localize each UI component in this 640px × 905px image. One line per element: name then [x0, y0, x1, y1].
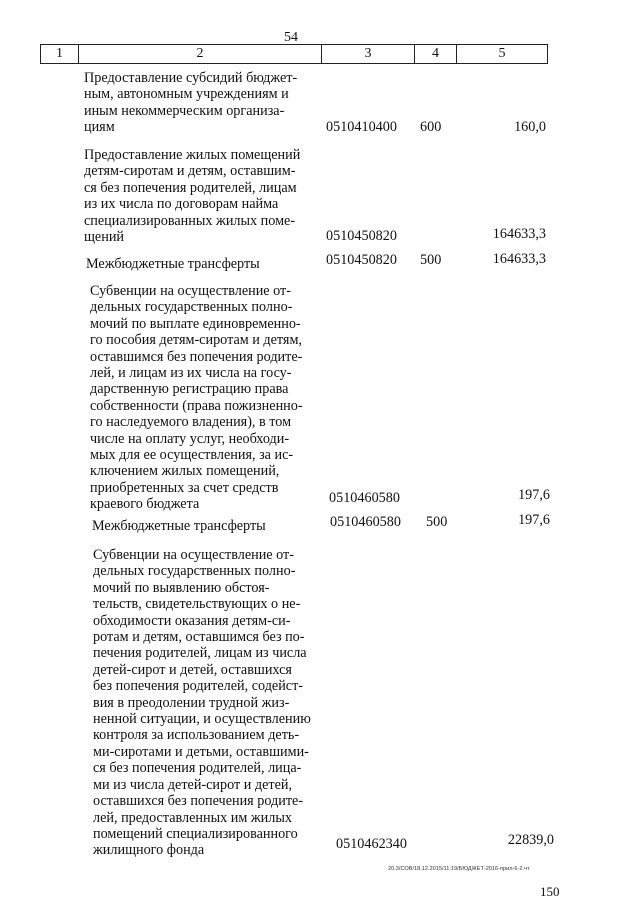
- row-vr: 500: [420, 252, 442, 268]
- row-sum: 197,6: [518, 487, 550, 503]
- row-code: 0510460580: [330, 514, 401, 530]
- row-sum: 164633,3: [492, 226, 546, 242]
- header-col-5: 5: [498, 46, 506, 61]
- row-sum: 197,6: [518, 512, 550, 528]
- row-description: Предоставление субсидий бюджет- ным, автономным учреждениям и иным некоммерческим организа- циям: [84, 70, 298, 136]
- page-number: 54: [284, 30, 298, 45]
- header-col-1: 1: [41, 45, 79, 63]
- row-code: 0510450820: [326, 228, 397, 244]
- row-description: Субвенции на осуществление от- дельных государственных полно- мочий по выявлению обстоя- тельств, свидетельствующих о не- обходимости оказания детям-си- ротам и детям, оставшимся без по- печения родителей, лицам из числа детей-сирот и детей, оставшихся без попечения родителей, содейст- вия в преодолении трудной жиз- ненной ситуации, и осуществлению контроля за использованием деть- ми-сиротами и детьми, оставшими- ся без попечения родителей, лица- ми из числа детей-сирот и детей, оставшихся без попечения родите- лей, предоставленных им жилых помещений специализированного жилищного фонда: [93, 547, 311, 859]
- row-vr: 500: [426, 514, 448, 530]
- row-sum: 22839,0: [507, 832, 554, 848]
- row-description: Межбюджетные трансферты: [86, 256, 260, 272]
- row-sum: 160,0: [514, 119, 546, 135]
- row-vr: 600: [420, 119, 442, 135]
- row-description: Предоставление жилых помещений детям-сиротам и детям, оставшим- ся без попечения родителей, лицам из их числа по договорам найма специализированных жилых поме- щений: [84, 147, 301, 246]
- header-col-2: 2: [79, 45, 322, 63]
- row-sum: 164633,3: [492, 251, 546, 267]
- row-code: 0510450820: [326, 252, 397, 268]
- sheet-number: 150: [540, 884, 560, 899]
- row-code: 0510462340: [336, 836, 407, 852]
- table-header: [40, 44, 548, 64]
- footer-stamp: 20.3/СОВ/18.12.2015/11:19/БЮДЖЕТ-2016-прил-6-2.чт: [388, 866, 530, 872]
- row-code: 0510460580: [329, 490, 400, 506]
- row-code: 0510410400: [326, 119, 397, 135]
- header-col-3: 3: [322, 45, 415, 63]
- row-description: Межбюджетные трансферты: [92, 518, 266, 534]
- row-description: Субвенции на осуществление от- дельных государственных полно- мочий по выплате единовременно- го пособия детям-сиротам и детям, оставшимся без попечения родите- лей, и лицам из их числа на госу- дарственную регистрацию права собственности (права пожизненно- го наследуемого владения), в том числе на оплату услуг, необходи- мых для ее осуществления, за ис- ключением жилых помещений, приобретенных за счет средств краевого бюджета: [90, 283, 303, 513]
- header-col-4: 4: [415, 45, 457, 63]
